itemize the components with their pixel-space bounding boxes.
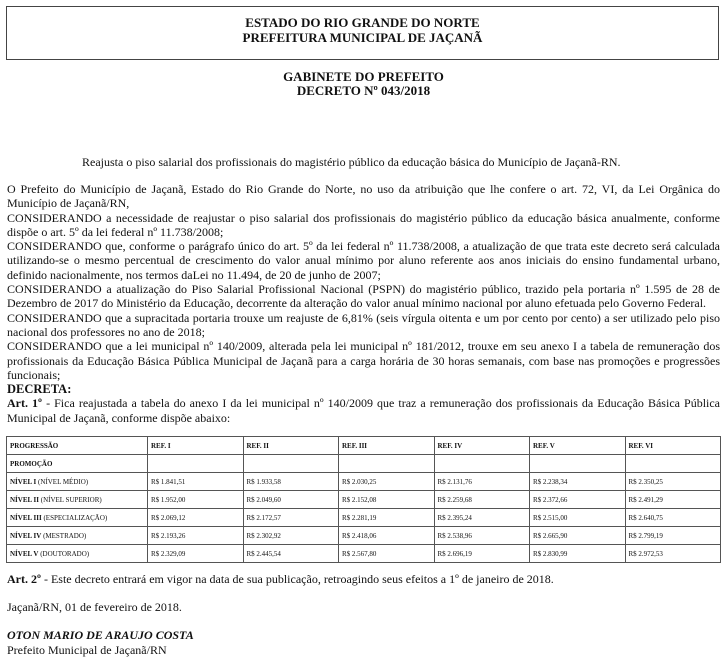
table-cell: R$ 1.841,51	[148, 473, 244, 491]
table-cell: R$ 1.952,00	[148, 491, 244, 509]
header-ref-5: REF. V	[530, 437, 626, 455]
row-level: NÍVEL IV (MESTRADO)	[7, 527, 148, 545]
table-cell: R$ 2.491,29	[625, 491, 721, 509]
row-level: NÍVEL II (NÍVEL SUPERIOR)	[7, 491, 148, 509]
decreta-heading: DECRETA:	[7, 382, 72, 397]
header-box	[6, 6, 719, 60]
table-header-row	[7, 437, 721, 455]
table-cell: R$ 2.238,34	[530, 473, 626, 491]
table-row	[7, 545, 721, 563]
table-cell: R$ 2.049,60	[243, 491, 339, 509]
table-cell: R$ 2.515,00	[530, 509, 626, 527]
table-cell: R$ 2.665,90	[530, 527, 626, 545]
table-cell: R$ 2.567,80	[339, 545, 435, 563]
table-row	[7, 491, 721, 509]
article-2: Art. 2º - Este decreto entrará em vigor na data de sua publicação, retroagindo seus efeitos a 1º de janeiro de 2018.	[7, 572, 554, 586]
considerando-3: CONSIDERANDO a atualização do Piso Salarial Profissional Nacional (PSPN) do magistério público, trazido pela portaria nº 1.595 de 28 de Dezembro de 2017 do Ministério da Educação, decorrente da alteração do valor anual mínimo nacional por aluno efetuada pelo Governo Federal.	[7, 282, 720, 311]
header-ref-6: REF. VI	[625, 437, 721, 455]
gabinete-title: GABINETE DO PREFEITO	[283, 69, 444, 84]
preamble-intro: O Prefeito do Município de Jaçanã, Estado do Rio Grande do Norte, no uso da atribuição que lhe confere o art. 72, VI, da Lei Orgânica do Município de Jaçanã/RN,	[7, 182, 720, 211]
table-cell: R$ 2.069,12	[148, 509, 244, 527]
article-1: Art. 1º - Fica reajustada a tabela do anexo I da lei municipal nº 140/2009 que traz a remuneração dos profissionais da Educação Básica Pública Municipal de Jaçanã, conforme dispõe abaixo:	[7, 396, 721, 425]
table-cell: R$ 2.259,68	[434, 491, 530, 509]
table-cell: R$ 2.152,08	[339, 491, 435, 509]
header-ref-3: REF. III	[339, 437, 435, 455]
table-cell: R$ 2.538,96	[434, 527, 530, 545]
table-cell: R$ 2.418,06	[339, 527, 435, 545]
table-cell: R$ 2.372,66	[530, 491, 626, 509]
header-ref-1: REF. I	[148, 437, 244, 455]
table-cell: R$ 2.350,25	[625, 473, 721, 491]
decree-body	[7, 182, 720, 425]
row-level: NÍVEL I (NÍVEL MÉDIO)	[7, 473, 148, 491]
table-cell: R$ 2.696,19	[434, 545, 530, 563]
table-cell: R$ 2.830,99	[530, 545, 626, 563]
table-promocao-row	[7, 455, 721, 473]
table-cell: R$ 2.640,75	[625, 509, 721, 527]
considerando-4: CONSIDERANDO que a supracitada portaria trouxe um reajuste de 6,81% (seis vírgula oitenta e um por cento por cento) a ser utilizado pelo piso nacional dos professores no ano de 2018;	[7, 310, 720, 339]
considerando-1: CONSIDERANDO a necessidade de reajustar o piso salarial dos profissionais do magistério público da educação básica anualmente, conforme dispõe o art. 5º da lei federal nº 11.738/2008;	[7, 210, 720, 239]
table-cell: R$ 1.933,58	[243, 473, 339, 491]
considerando-2: CONSIDERANDO que, conforme o parágrafo único do art. 5º da lei federal nº 11.738/2008, a atualização de que trata este decreto será calculada utilizando-se o mesmo percentual de crescimento do valor anual mínimo por aluno referente aos anos iniciais do ensino fundamental urbano, definido nacionalmente, nos termos daLei no 11.494, de 20 de junho de 2007;	[7, 239, 720, 282]
signatory-name: OTON MARIO DE ARAUJO COSTA	[7, 628, 194, 642]
header-state: ESTADO DO RIO GRANDE DO NORTE	[245, 15, 480, 30]
place-date: Jaçanã/RN, 01 de fevereiro de 2018.	[7, 600, 182, 614]
table-cell: R$ 2.445,54	[243, 545, 339, 563]
header-prefeitura: PREFEITURA MUNICIPAL DE JAÇANÃ	[242, 30, 483, 45]
table-cell: R$ 2.302,92	[243, 527, 339, 545]
table-cell: R$ 2.172,57	[243, 509, 339, 527]
ementa: Reajusta o piso salarial dos profissionais do magistério público da educação básica do Município de Jaçanã-RN.	[82, 155, 621, 169]
table-row	[7, 509, 721, 527]
header-progressao: PROGRESSÃO	[7, 437, 148, 455]
row-level: NÍVEL V (DOUTORADO)	[7, 545, 148, 563]
table-cell: R$ 2.972,53	[625, 545, 721, 563]
table-cell: R$ 2.329,09	[148, 545, 244, 563]
table-row	[7, 527, 721, 545]
table-cell: R$ 2.131,76	[434, 473, 530, 491]
table-row	[7, 473, 721, 491]
row-level: NÍVEL III (ESPECIALIZAÇÃO)	[7, 509, 148, 527]
signatory-role: Prefeito Municipal de Jaçanã/RN	[7, 643, 167, 657]
table-cell: R$ 2.193,26	[148, 527, 244, 545]
header-promocao: PROMOÇÃO	[7, 455, 148, 473]
header-ref-2: REF. II	[243, 437, 339, 455]
table-cell: R$ 2.281,19	[339, 509, 435, 527]
table-cell: R$ 2.395,24	[434, 509, 530, 527]
considerando-5: CONSIDERANDO que a lei municipal nº 140/2009, alterada pela lei municipal nº 181/2012, trouxe em seu anexo I a tabela de remuneração dos profissionais da Educação Básica Pública Municipal de Jaçanã para a carga horária de 30 horas semanais, com base nas promoções e progressões funcionais;	[7, 339, 720, 382]
decree-number: DECRETO Nº 043/2018	[296, 83, 431, 98]
table-cell: R$ 2.030,25	[339, 473, 435, 491]
header-ref-4: REF. IV	[434, 437, 530, 455]
remuneration-table	[6, 436, 721, 563]
table-cell: R$ 2.799,19	[625, 527, 721, 545]
